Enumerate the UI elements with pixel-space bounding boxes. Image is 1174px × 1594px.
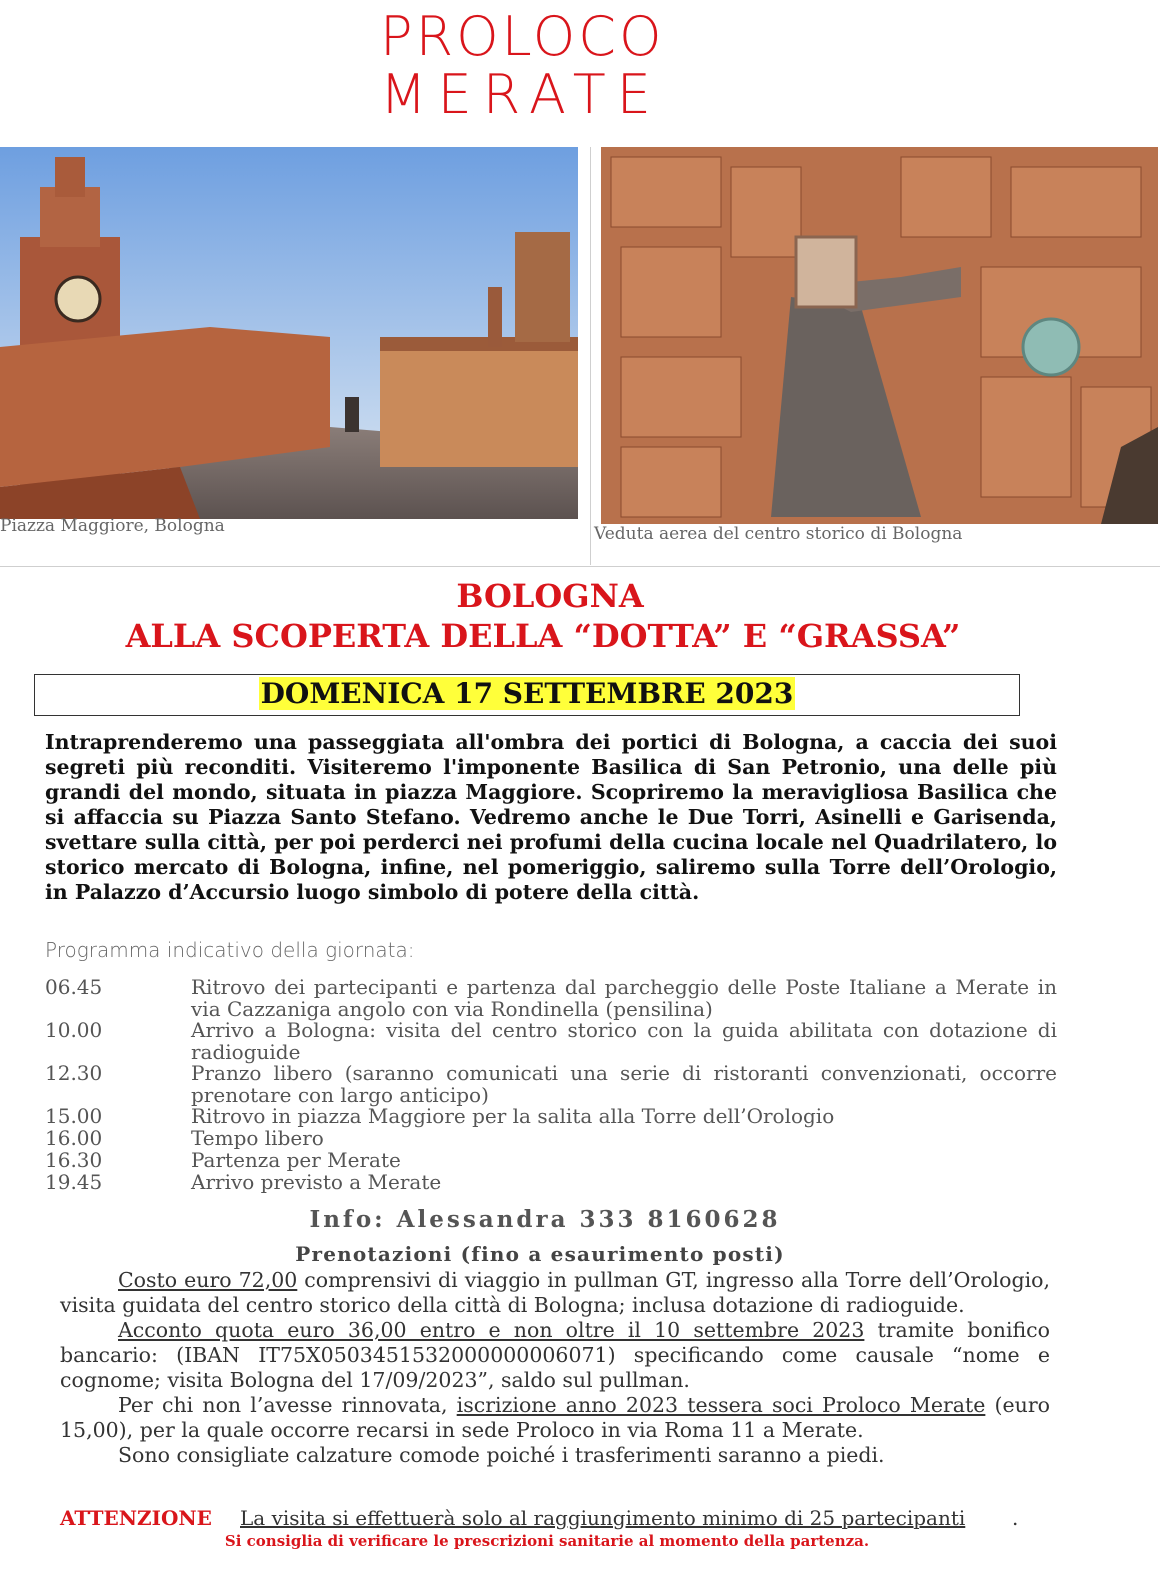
membership-details: (euro 15,00), per la quale occorre recarsi in sede Proloco in via Roma 11 a Merate. (60, 1393, 1050, 1442)
photo-divider (590, 147, 591, 565)
program-time: 16.30 (45, 1148, 103, 1172)
program-row (45, 1127, 1057, 1149)
piazza-maggiore-illustration (0, 147, 578, 519)
program-text: Ritrovo in piazza Maggiore per la salita alla Torre dell’Orologio (191, 1104, 835, 1128)
section-divider (0, 566, 1160, 567)
program-text: Arrivo previsto a Merate (191, 1170, 442, 1194)
program-text: Ritrovo dei partecipanti e partenza dal parcheggio delle Poste Italiane a Merate in via Cazzaniga angolo con via Rondinella (pensilina) (191, 975, 1057, 1021)
logo-line-1: PROLOCO (380, 5, 665, 68)
title-subtitle: ALLA SCOPERTA DELLA “DOTTA” E “GRASSA” (125, 617, 961, 655)
program-text: Partenza per Merate (191, 1148, 401, 1172)
program-time: 15.00 (45, 1104, 103, 1128)
cost-section (60, 1268, 1050, 1468)
aerial-bologna-illustration (601, 147, 1158, 524)
date-box (34, 674, 1020, 716)
program-time: 16.00 (45, 1126, 103, 1150)
attention-label: ATTENZIONE (60, 1506, 212, 1530)
program-time: 06.45 (45, 975, 103, 999)
logo-line-2: MERATE (380, 63, 662, 126)
proloco-logo (380, 5, 710, 126)
membership-paragraph (60, 1393, 1050, 1443)
cost-amount: Costo euro 72,00 (118, 1268, 298, 1292)
shoes-advice: Sono consigliate calzature comode poiché i trasferimenti saranno a piedi. (118, 1443, 885, 1467)
aerial-bologna-photo (601, 147, 1158, 524)
membership-intro: Per chi non l’avesse rinnovata, (118, 1393, 457, 1417)
deposit-amount: Acconto quota euro 36,00 entro e non oltre il 10 settembre 2023 (118, 1318, 865, 1342)
membership-requirement: iscrizione anno 2023 tessera soci Proloco Merate (456, 1393, 986, 1417)
deposit-details: tramite bonifico bancario: (IBAN IT75X0503451532000000006071) specificando come causale “nome e cognome; visita Bologna del 17/09/2023”, saldo sul pullman. (60, 1318, 1050, 1392)
program-time: 19.45 (45, 1170, 103, 1194)
attention-message: La visita si effettuerà solo al raggiungimento minimo di 25 partecipanti (240, 1506, 966, 1530)
program-row (45, 1019, 1057, 1063)
left-photo-caption: Piazza Maggiore, Bologna (0, 516, 225, 536)
health-prescriptions-note: Si consiglia di verificare le prescrizioni sanitarie al momento della partenza. (224, 1532, 870, 1550)
cost-paragraph (60, 1268, 1050, 1318)
piazza-maggiore-photo (0, 147, 578, 519)
deposit-paragraph (60, 1318, 1050, 1393)
program-time: 10.00 (45, 1018, 103, 1042)
program-row (45, 976, 1057, 1020)
event-date: DOMENICA 17 SETTEMBRE 2023 (260, 677, 794, 710)
program-text: Pranzo libero (saranno comunicati una serie di ristoranti convenzionati, occorre prenotare con largo anticipo) (191, 1061, 1057, 1107)
info-contact: Info: Alessandra 333 8160628 (309, 1206, 781, 1233)
program-text: Arrivo a Bologna: visita del centro storico con la guida abilitata con dotazione di radioguide (191, 1018, 1057, 1064)
title-city: BOLOGNA (456, 577, 644, 615)
cost-details: comprensivi di viaggio in pullman GT, ingresso alla Torre dell’Orologio, visita guidata del centro storico della città di Bologna; inclusa dotazione di radioguide. (60, 1268, 1050, 1317)
attention-period: . (1012, 1506, 1019, 1530)
program-row (45, 1171, 1057, 1193)
program-text: Tempo libero (191, 1126, 324, 1150)
right-photo-caption: Veduta aerea del centro storico di Bologna (594, 524, 963, 544)
program-time: 12.30 (45, 1061, 103, 1085)
program-row (45, 1062, 1057, 1106)
program-title: Programma indicativo della giornata: (45, 938, 415, 962)
intro-paragraph: Intraprenderemo una passeggiata all'ombra dei portici di Bologna, a caccia dei suoi segreti più reconditi. Visiteremo l'imponente Basilica di San Petronio, una delle più grandi del mondo, situata in piazza Maggiore. Scopriremo la meravigliosa Basilica che si affaccia su Piazza Santo Stefano. Vedremo anche le Due Torri, Asinelli e Garisenda, svettare sulla città, per poi perderci nei profumi della cucina locale nel Quadrilatero, lo storico mercato di Bologna, infine, nel pomeriggio, saliremo sulla Torre dell’Orologio, in Palazzo d’Accursio luogo simbolo di potere della città. (45, 730, 1057, 904)
program-row (45, 1149, 1057, 1171)
reservations-heading: Prenotazioni (fino a esaurimento posti) (295, 1242, 785, 1266)
program-row (45, 1105, 1057, 1127)
